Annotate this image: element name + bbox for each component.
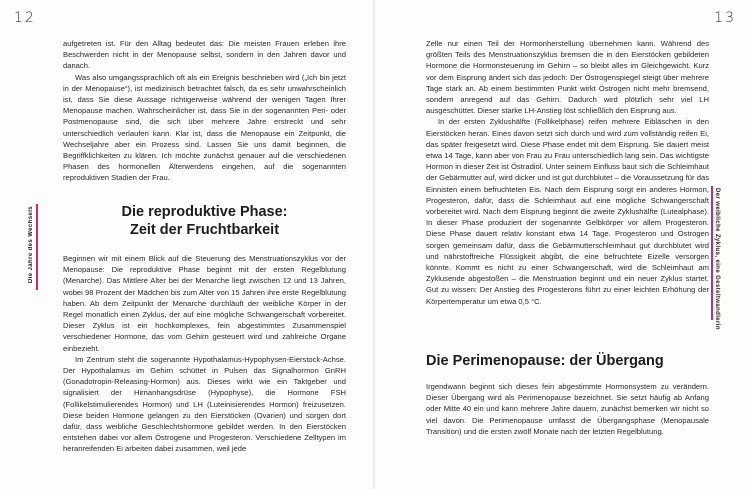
intro-text [63,38,346,184]
side-tab-right: Der weibliche Zyklus, eine Gesteltwandlerin [714,188,720,330]
section-heading-perimenopause: Die Perimenopause: der Übergang [426,353,664,369]
heading-line: Die reproduktive Phase: [121,204,288,220]
paragraph: Irgendwann beginnt sich dieses fein abgestimmte Hormonsystem zu verändern. Dieser Übergang wird als Perimenopause bezeichnet. Sie setzt häufig ab Anfang oder Mitte 40 ein und kann mehrere Jahre dauern, zunächst bemerken wir nicht so viel davon. Die Perimenopause umfasst die Übergangsphase (Menopausale Transition) und die ersten zwölf Monate nach der letzten Regelblutung. [426,382,709,436]
paragraph: Was also umgangssprachlich oft als ein Ereignis beschrieben wird („Ich bin jetzt in der Menopause“), ist medizinisch betrachtet falsch, da es sehr unwahrscheinlich ist, dass Sie diese Aussage richtigerweise während der wenigen Tagen Ihrer Menopause machen. Wahrscheinlicher ist, dass Sie in der sogenannten Peri- oder Postmenopause sind, die sich über mehrere Jahre erstreckt und sehr unterschiedlich verlaufen kann. Klar ist, dass die Menopause ein Zeitpunkt, die Wechseljahre aber ein Prozess sind. Lassen Sie uns damit beginnen, die Begriffklichkeiten zu klären. Ich möchte zunächst genauer auf die verschiedenen Phasen des hormonellen Älterwerdens eingehen, auf die sogenannten reproduktiven Stadien der Frau. [63,72,346,183]
paragraph: aufgetreten ist. Für den Alltag bedeutet das: Die meisten Frauen erleben ihre Beschwerden nicht in der Menopause selbst, sondern in den Jahren davor und danach. [63,39,346,71]
section-heading-reproductive [63,203,346,239]
page-number-left: 12 [14,10,36,26]
right-page [375,0,750,489]
side-tab-bar-left [36,204,38,290]
paragraph: Beginnen wir mit einem Blick auf die Steuerung des Menstruationszyklus vor der Menopause: Die reproduktive Phase beginnt mit der ersten Regelblutung (Menarche). Das Mittlere Alter bei der Menarche liegt zwischen 12 und 13 Jahren, wobei 98 Prozent der Mädchen bis zum Alter von 15 Jahren ihre erste Regelblutung haben. Ab dem Zeitpunkt der Menarche durchläuft der weibliche Körper in der Regel monatlich einen Zyklus, der auf eine mögliche Schwangerschaft vorbereitet. Dieser Zyklus ist ein hochkomplexes, fein abgestimmtes Zusammenspiel verschiedener Hormone, das vom Gehirn gesteuert wird und zahlreiche Organe einbezieht. [63,254,346,353]
page-number-right: 13 [714,10,736,26]
side-tab-left: Die Jahre des Wechsels [28,206,34,284]
body-text-right [426,38,709,307]
side-tab-bar-right [711,186,713,320]
section-text-right [426,381,709,437]
heading-line: Zeit der Fruchtbarkeit [129,222,280,238]
paragraph: Im Zentrum steht die sogenannte Hypothalamus-Hypophysen-Eierstock-Achse. Der Hypothalamus im Gehirn schüttet in Pulsen das Signalhormon GnRH (Gonadotropin-Releasing-Hormon) aus. Dieses wirkt wie ein Taktgeber und signalisiert der Hirnanhangsdrüse (Hypophyse), die Hormone FSH (Follikelstimulierendes Hormon) und LH (Luteinisierendes Hormon) freizusetzen. Diese beiden Hormone gelangen zu den Eierstöcken (Ovarien) und sorgen dort dafür, dass weibliche Geschlechtshormone gebildet werden. In den Eierstöcken entstehen dabei vor allem Östrogene und Progesteron. Verschiedene Zelltypen im heranreifenden Ei arbeiten dabei zusammen, weil jede [63,354,346,454]
section-text-left [63,253,346,455]
paragraph: Zelle nur einen Teil der Hormonherstellung übernehmen kann. Während des größten Teils des Menstruationszyklus bremsen die in den Eierstöcken gebildeten Hormone die Hormonsteuerung im Gehirn – so bleibt alles im Gleichgewicht. Kurz vor dem Eisprung ändert sich das jedoch: Der Östrogenspiegel steigt über mehrere Tage stark an. Ab einem bestimmten Punkt wirkt Östrogen nicht mehr bremsend, sondern anregend auf das Gehirn. Dadurch wird plötzlich sehr viel LH ausgeschüttet. Dieser starke LH-Anstieg löst schließlich den Eisprung aus. [426,39,709,116]
paragraph: In der ersten Zyklushälfte (Follikelphase) reifen mehrere Eibläschen in den Eierstöcken heran. Eines davon setzt sich durch und wird zum vollständig reifen Ei, das später freigesetzt wird. Diese Phase endet mit dem Eisprung. Sie dauert meist etwa 14 Tage, kann aber von Frau zu Frau unterschiedlich lang sein. Das wichtigste Hormon in dieser Zeit ist Östradiol. Unter seinem Einfluss baut sich die Schleimhaut der Gebärmutter auf, wird dicker und ist gut durchblutet – die Voraussetzung für das Einnisten einem befruchteten Eis. Nach dem Eisprung sorgt ein anderes Hormon, Progesteron, dafür, dass die Schleimhaut auf eine mögliche Schwangerschaft vorbereitet wird. Nach dem Eisprung beginnt die zweite Zyklushälfte (Lutealphase). In dieser Phase produziert der sogenannte Gelbkörper vor allem Progesteron. Diese Phase dauert relativ konstant etwa 14 Tage. Progesteron und Östrogen sorgen gemeinsam dafür, dass die Gebärmutterschleimhaut gut durchblutet wird und nährstoffreiche Flüssigkeit abgibt, die eine befruchtete Eizelle versorgen könnte. Kommt es nicht zu einer Schwangerschaft, wird die Schleimhaut am Zyklusende abgestoßen – die Menstruation beginnt und ein neuer Zyklus startet. Gut zu wissen: Der Anstieg des Progesterons führt zu einer leichten Erhöhung der Körpertemperatur um etwa 0,5 °C. [426,117,709,306]
